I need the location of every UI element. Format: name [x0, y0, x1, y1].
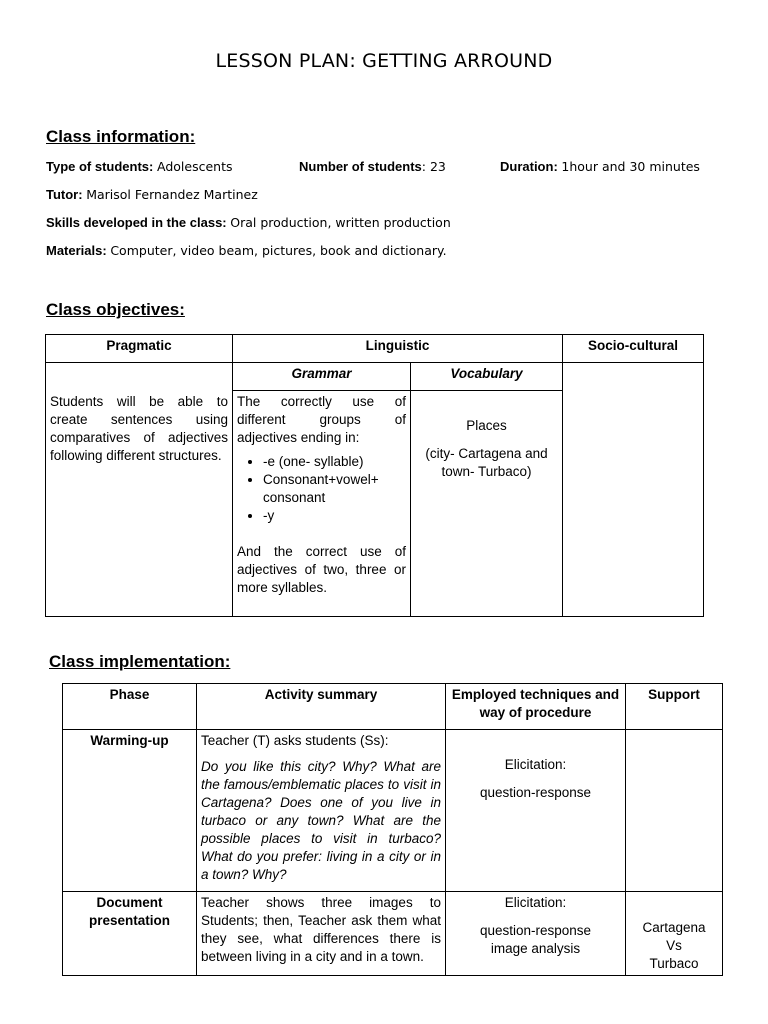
socio-cultural-cell: [563, 363, 704, 617]
skills-row: [46, 215, 451, 230]
number-of-students-row: [299, 159, 446, 174]
type-of-students-row: [46, 159, 233, 174]
class-implementation-heading: Class implementation:: [49, 652, 231, 671]
table-row: [63, 730, 723, 892]
grammar-header: Grammar: [233, 363, 411, 391]
grammar-cell: [233, 391, 411, 617]
phase-cell: Warming-up: [63, 730, 197, 892]
vocabulary-header: Vocabulary: [411, 363, 563, 391]
class-information-heading: Class information:: [46, 127, 196, 146]
activity-header: Activity summary: [197, 684, 446, 730]
number-label: Number of students: [299, 159, 422, 174]
technique-line: Elicitation:: [504, 757, 567, 772]
skills-value: Oral production, written production: [230, 215, 451, 230]
techniques-cell: [446, 892, 626, 976]
vocabulary-detail: (city- Cartagena and town- Turbaco): [425, 446, 548, 479]
class-objectives-heading: Class objectives:: [46, 300, 185, 319]
pragmatic-text: Students will be able to create sentences using comparatives of adjectives following different structures.: [50, 394, 228, 463]
socio-cultural-header: Socio-cultural: [563, 335, 704, 363]
technique-line: Elicitation:: [504, 895, 567, 910]
page-title: LESSON PLAN: GETTING ARROUND: [215, 50, 553, 72]
implementation-table: [62, 683, 723, 976]
linguistic-header: Linguistic: [233, 335, 563, 363]
materials-label: Materials:: [46, 243, 107, 258]
table-row: [63, 892, 723, 976]
duration-row: [500, 159, 700, 174]
skills-label: Skills developed in the class:: [46, 215, 227, 230]
materials-value: Computer, video beam, pictures, book and dictionary.: [110, 243, 447, 258]
pragmatic-cell: [46, 363, 233, 617]
grammar-intro: The correctly use of different groups of adjectives ending in:: [237, 394, 406, 445]
activity-cell: [197, 730, 446, 892]
pragmatic-header: Pragmatic: [46, 335, 233, 363]
phase-cell: Document presentation: [63, 892, 197, 976]
grammar-outro: And the correct use of adjectives of two, three or more syllables.: [237, 544, 406, 595]
duration-value: 1hour and 30 minutes: [561, 159, 700, 174]
activity-cell: Teacher shows three images to Students; then, Teacher ask them what they see, what differences there is between living in a city and in a town.: [197, 892, 446, 976]
activity-questions: Do you like this city? Why? What are the famous/emblematic places to visit in Cartagena? Does one of you live in turbaco or any town? What are the possible places to visit in turbaco? What do you prefer: living in a city or in a town? Why?: [201, 759, 441, 882]
support-cell: [626, 730, 723, 892]
techniques-header: Employed techniques and way of procedure: [446, 684, 626, 730]
activity-intro: Teacher (T) asks students (Ss):: [201, 733, 389, 748]
type-label: Type of students:: [46, 159, 154, 174]
support-cell: Cartagena Vs Turbaco: [626, 892, 723, 976]
vocabulary-cell: [411, 391, 563, 617]
objectives-table: [45, 334, 704, 617]
phase-header: Phase: [63, 684, 197, 730]
support-header: Support: [626, 684, 723, 730]
tutor-label: Tutor:: [46, 187, 83, 202]
grammar-list: [237, 453, 406, 525]
vocabulary-title: Places: [466, 418, 507, 433]
materials-row: [46, 243, 447, 258]
grammar-bullet: • Consonant+vowel+ consonant: [263, 471, 406, 507]
technique-line: question-response: [479, 785, 592, 800]
number-value: : 23: [421, 159, 446, 174]
duration-label: Duration:: [500, 159, 558, 174]
type-value: Adolescents: [157, 159, 233, 174]
tutor-row: [46, 187, 258, 202]
grammar-bullet: • -e (one- syllable): [263, 453, 406, 471]
grammar-bullet: • -y: [263, 507, 406, 525]
techniques-cell: [446, 730, 626, 892]
technique-line: question-response image analysis: [479, 923, 592, 956]
tutor-value: Marisol Fernandez Martinez: [86, 187, 258, 202]
